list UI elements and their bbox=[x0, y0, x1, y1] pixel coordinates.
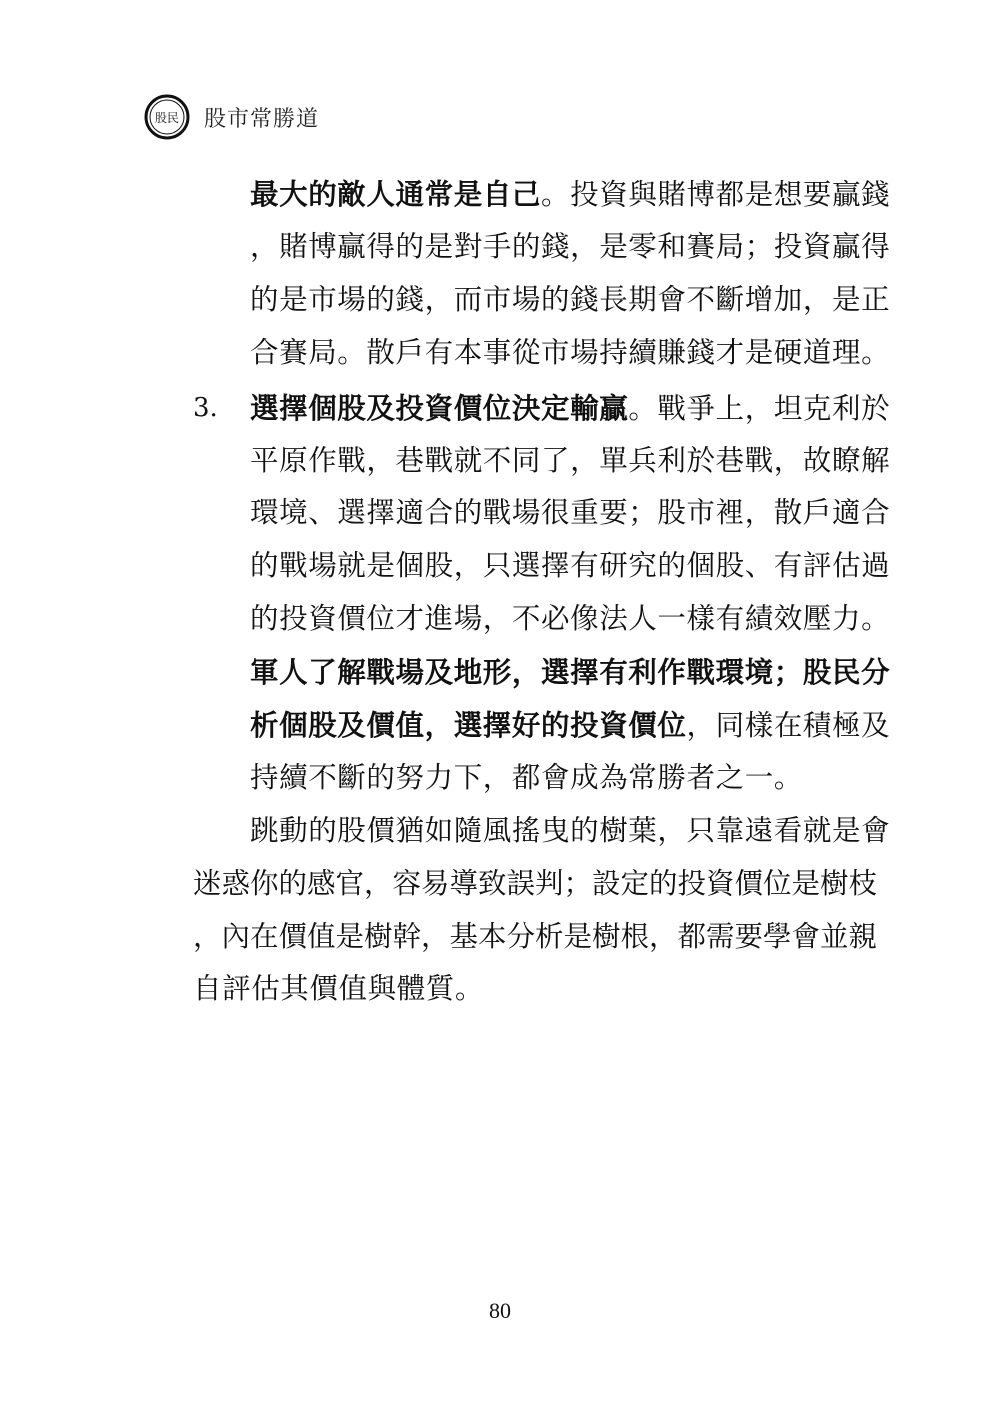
list-number: 3. bbox=[193, 393, 218, 423]
text-line: 自評估其價值與體質。 bbox=[193, 972, 485, 1005]
text-run: 。戰爭上，坦克利於 bbox=[628, 392, 891, 425]
seal-logo-icon bbox=[144, 94, 190, 140]
text-line: 合賽局。散戶有本事從市場持續賺錢才是硬道理。 bbox=[250, 336, 891, 369]
text-line: ，賭博贏得的是對手的錢，是零和賽局；投資贏得 bbox=[250, 230, 891, 263]
text-line: ，內在價值是樹幹，基本分析是樹根，都需要學會並親 bbox=[193, 920, 878, 953]
text-line: 的戰場就是個股，只選擇有研究的個股、有評估過 bbox=[250, 549, 891, 582]
bold-phrase: 最大的敵人通常是自己 bbox=[250, 177, 542, 211]
text-run: ，同樣在積極及 bbox=[686, 709, 891, 742]
page-header bbox=[144, 94, 319, 140]
text-line: 迷惑你的感官，容易導致誤判；設定的投資價位是樹枝 bbox=[193, 867, 878, 900]
bold-phrase: 析個股及價值，選擇好的投資價位 bbox=[250, 708, 687, 742]
text-line bbox=[250, 388, 890, 429]
book-title: 股市常勝道 bbox=[204, 106, 320, 132]
bold-phrase: 選擇個股及投資價位決定輸贏 bbox=[250, 391, 629, 425]
text-line: 的是市場的錢，而市場的錢長期會不斷增加，是正 bbox=[250, 283, 891, 316]
text-line: 平原作戰，巷戰就不同了，單兵利於巷戰，故瞭解 bbox=[250, 444, 891, 477]
text-line: 的投資價位才進場，不必像法人一樣有績效壓力。 bbox=[250, 602, 891, 635]
text-line: 跳動的股價猶如隨風搖曳的樹葉，只靠遠看就是會 bbox=[250, 814, 891, 847]
page-number: 80 bbox=[489, 1298, 511, 1323]
text-line: 軍人了解戰場及地形，選擇有利作戰環境；股民分 bbox=[250, 655, 891, 689]
text-line bbox=[250, 705, 890, 746]
text-line bbox=[250, 174, 890, 215]
svg-text:股民: 股民 bbox=[154, 111, 180, 125]
text-line: 持續不斷的努力下，都會成為常勝者之一。 bbox=[250, 761, 803, 794]
text-run: 。投資與賭博都是想要贏錢 bbox=[541, 178, 891, 211]
text-line: 環境、選擇適合的戰場很重要；股市裡，散戶適合 bbox=[250, 496, 891, 529]
